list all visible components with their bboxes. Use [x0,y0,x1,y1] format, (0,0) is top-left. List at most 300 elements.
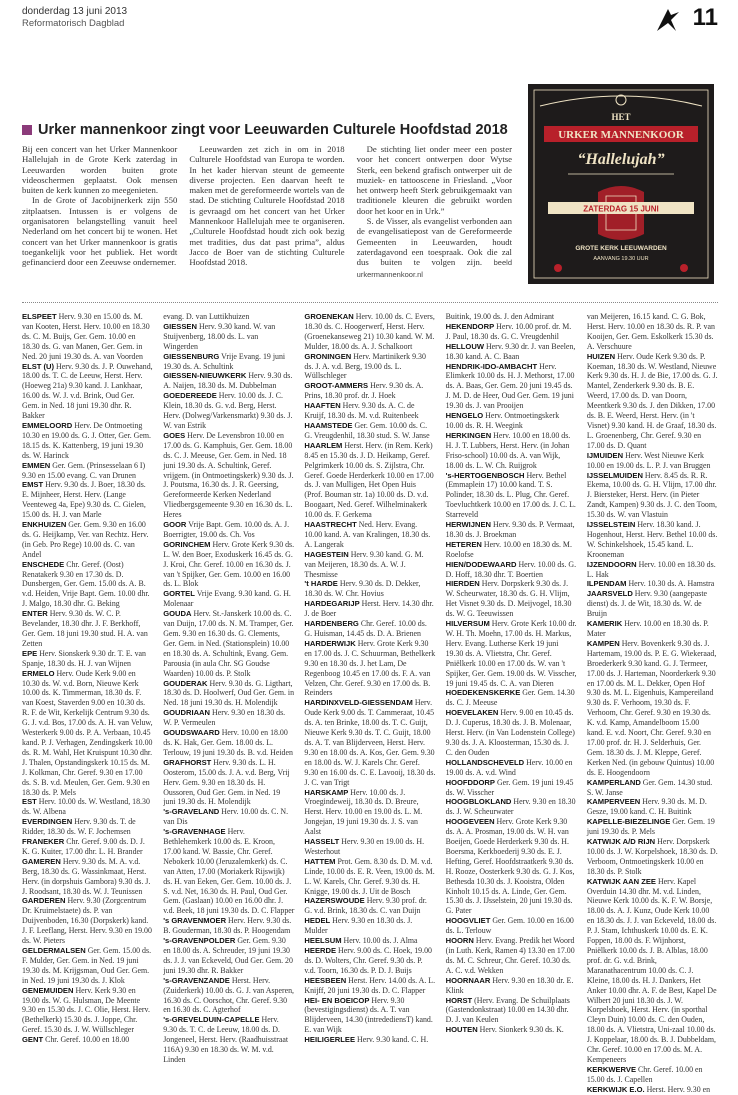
listing-place: ENKHUIZEN [22,520,67,530]
listing-services: Herv. Evang. Predik het Woord (in Luth. Kerk, Ramen 4) 13.30 en 17.00 ds. M. C. Schreur, Chr. Geref. 10.30 ds. A. C. v.d. Wekken [445,936,575,975]
listing-entry [304,976,435,996]
listing-place: KERKWIJK E.O. [586,1084,645,1094]
listing-place: 's-GRAVENZANDE [163,975,230,985]
listing-place: ERMELO [22,668,55,678]
listing-place: GAMEREN [22,856,61,866]
listing-entry [446,936,577,976]
listing-services: Herv. 9.30 kand. W. van Stuijvenberg, 18.00 ds. L. van Wingerden [163,321,276,351]
listing-services: Herv. 10.00 en 18.00 ds. K. Hak, Ger. Gem. 18.00 ds. L. Terlouw, 19 juni 19.30 ds. B. v.d. Heiden [163,728,293,757]
listing-services: Herv. St.-Janskerk 10.00 ds. C. van Duijn, 17.00 ds. N. M. Tramper, Ger. Gem. 9.30 en 16.30 ds. G. Clements, Ger. Gem. in Ned. (Stationsplein) 10.00 en 18.30 ds. A. Schultink, Evang. Gem. Parousia (in aula Chr. SG Goudse Waarden) 10.00 ds. P. Stolk [163,609,294,678]
listing-place: ENTER [22,609,48,619]
listing-services: Herv. 10.00 ds. J. C. Klein, 18.30 ds. G. v.d. Berg, Herst. Herv. (Dolweg/Varkensmarkt) 9.30 ds. J. W. van Estrik [163,391,293,430]
listing-place: 't HARDE [304,579,338,589]
listing-entry [304,579,435,599]
listings-column-1 [22,312,153,1060]
listing-place: GROENEKAN [304,312,354,321]
listing-services: Herv. Ontmoetingskerk 10.00 ds. R. H. Weegink [445,411,560,430]
listing-entry [304,698,435,787]
listing-entry [304,401,435,421]
listing-place: GROOT-AMMERS [304,381,369,391]
listing-services: Herv. West Nieuwe Kerk 10.00 en 19.00 ds. L. P. J. van Bruggen [586,450,711,470]
listing-place: KAMPERVEEN [586,797,641,807]
listing-services: Prot. Gem. 8.30 ds. D. M. v.d. Linde, 10.00 ds. E. R. Veen, 19.00 ds. M. L. W. Karels, Chr. Geref. 9.30 ds. H. Knigge, 19.00 ds. J. Uit de Bosch [304,856,435,896]
listing-services: Ger. Gem. 14.30 stud. S. W. Janse [586,777,713,797]
listing-entry [163,431,294,520]
listing-place: HOOGBLOKLAND [445,797,512,807]
listing-place: KAMPEN [586,638,620,648]
listing-services: Herv. Elimkerk 10.00 ds. H. J. Methorst, 17.00 ds. A. Baas, Ger. Gem. 20 juni 19.45 ds. J. M. D. de Heer, Oud Ger. Gem. 19 juni 19.30 ds. J. van Prooijen [445,361,575,411]
listing-services: Herv. 10.00 ds. J. Alma [343,936,418,946]
listing-place: HERWIJNEN [445,520,492,530]
listing-place: GOUDERAK [163,678,208,688]
listing-entry [22,362,153,421]
listing-place: HEI- EN BOEICOP [304,995,370,1005]
listing-place: FRANEKER [22,837,65,847]
listing-entry [446,708,577,758]
listing-services: Ger. Gem. 14.30 ds. C. J. Meeuse [445,688,575,708]
listing-place: HOUTEN [445,1025,478,1035]
listing-entry [163,520,294,540]
listing-services: Herv. Oude Kerk 9.00 en 10.30 ds. W. v.d. Born, Nieuwe Kerk 10.00 ds. K. Timmerman, 18.30 ds. F. van Koest, Staverden 9.00 en 10.30 ds. R. F. de Wit, Kerkelijk Centrum 9.30 ds. G. J. v.d. Bos, 17.00 ds. A. H. van Veluw, Westerkerk 9.00 ds. P. A. Verbaan, 10.45 kand. P. J. Verhagen, Zendingskerk 10.00 ds. R. M. Wahl, Het Kruispunt 10.30 dhr. J. Thalen, Opstandingskerk 10.15 ds. M. J. Kolkman, Chr. Geref. 9.30 en 17.00 ds. S. B. v.d. Meulen, Ger. Gem. 9.30 en 18.30 ds. P. Mels [22,668,153,797]
listing-place: GOEDEREEDE [163,391,217,401]
listing-services: Herv. Oude Kerk 9.30 ds. P. Koeman, 18.30 ds. W. Westland, Nieuwe Kerk 9.30 ds. H. J. de Bie, 17.00 ds. G. J. Mantel, Zenderkerk 9.30 ds. B. E. Weerd, 17.00 ds. D. van Doorn, Meentkerk 9.30 ds. J. den Dikken, 17.00 ds. B. E. Weerd, Herst. Herv. (in 't Visnet) 9.30 kand. H. de Graaf, 18.30 ds. L. Groenenberg, Chr. Geref. 9.30 en 17.00 ds. D. Quant [586,351,718,450]
listing-place: HAGESTEIN [304,549,349,559]
listing-place: HIEN/DODEWAARD [445,559,517,569]
listing-place: ELSPEET [22,312,57,321]
listing-entry [446,1025,577,1035]
listing-entry [304,312,435,352]
listing-entry [304,946,435,976]
listing-entry [163,976,294,1016]
listing-services: Herv. 9.30 ds. W. C. P. Bevelander, 18.30 dhr. J. F. Berkhoff, Ger. Gem. 18 juni 19.30 stud. H. A. van Zetten [22,609,148,648]
listing-entry [163,728,294,758]
listing-services: Herv. 10.00 en 18.30 ds. L. Hak [586,559,716,579]
listing-place: EPE [22,648,38,658]
listing-services: evang. D. van Luttikhuizen [163,312,250,321]
listing-place: KATWIJK AAN ZEE [586,876,656,886]
listing-services: Herv. 9.30 ds. M. A. v.d. Berg, 18.30 ds. G. Wassinkmaat, Herst. Herv. (in dorpshuis Gambora) 9.30 ds. J. J. Roodsant, 18.30 ds. W. J. Teunissen [22,856,151,896]
listing-services: Herv. 9.30 en 18.30 ds. J. Mulder [304,916,413,936]
listing-place: GENEMUIDEN [22,985,74,995]
listing-services: Herv. 9.30 ds. T. C. de Leeuw, 18.00 ds. D. Jongeneel, Herst. Herv. (Raadhuisstraat 116A) 9.30 en 18.30 ds. W. M. v.d. Linden [163,1015,289,1064]
listing-services: Herv. 9.30 ds. G. Ligthart, 18.30 ds. D. Hoolwerf, Oud Ger. Gem. in Ned. 18 juni 19.30 ds. H. Molendijk [163,678,295,708]
listing-services: Ger. Gem. 9.30 en 18.00 ds. A. Schreuder, 19 juni 19.30 ds. J. J. van Eckeveld, Oud Ger. Gem. 20 juni 19.30 dhr. R. Bakker [163,936,293,975]
listing-services: Herst. Herv. (in Rem. Kerk) 8.45 en 15.30 ds. J. D. Heikamp, Geref. Pelgrimkerk 10.00 ds. S. Zijlstra, Chr. Geref. Goede Herderkerk 10.00 en 17.00 ds. J. van Mulligen, Het Open Huis (Prof. Bouman str. 1a) 10.00 ds. D. v.d. Boogaart, Ned. Geref. Wilhelminakerk 10.00 ds. F. Gerkema [304,440,434,520]
listing-entry [22,986,153,1036]
listing-entry [163,708,294,728]
header-paper-name: Reformatorisch Dagblad [22,18,125,29]
listing-place: IJSSELMUIDEN [586,470,643,480]
listing-services: Vrije Evang. 19 juni 19.30 ds. A. Schultink [163,351,286,371]
listing-place: HENDRIK-IDO-AMBACHT [445,361,538,371]
listing-entry [587,639,718,778]
listing-place: HOOFDDORP [445,777,495,787]
listings-column-3 [304,312,435,1060]
listing-place: HELLOUW [445,341,484,351]
listing-place: HEILIGERLEE [304,1035,356,1045]
listing-place: EVERDINGEN [22,817,73,827]
listing-entry [446,688,577,708]
listing-services: Ned. Herv. Evang. 10.00 kand. A. van Kralingen, 18.30 ds. A. Langerak [304,520,431,549]
listing-entry [163,827,294,916]
listing-entry [22,837,153,857]
article-paragraph: De stichting liet onder meer een poster voor het concert ontwerpen door Wytse Sterk, een bekend grafisch ontwerper uit de muziek- en tattooscene in Friesland. „Voor het ontwerp heeft Sterk gebruikgemaakt van traditionele kleuren die gebruikt worden door het koor en in Urk.” [356,144,512,216]
listing-place: HAAMSTEDE [304,420,353,430]
poster-date: ZATERDAG 15 JUNI [583,204,659,214]
headline-marker-icon [22,125,32,135]
listing-entry [163,758,294,808]
listing-services: Ger. Gem. 15.00 ds. F. Mulder, Ger. Gem. in Ned. 19 juni 19.30 ds. M. Krijgsman, Oud Ger. Gem. in Ned. 19 juni 19.30 ds. J. Klok [22,946,152,985]
listing-place: HAAFTEN [304,401,341,411]
listing-entry [446,976,577,996]
listing-entry [163,679,294,709]
header-date: donderdag 13 juni 2013 [22,6,128,17]
listing-services: Herv. 10.00 en 18.30 ds. M. Roelofse [445,539,572,559]
concert-poster [528,84,714,284]
listing-services: Herv. Grote Kerk 10.00 dr. W. H. Th. Moehn, 17.00 ds. H. Markus, Herv. Evang. Lutherse Kerk 19 juni 19.30 ds. A. Vlietstra, Chr. Geref. Pniëlkerk 10.00 en 17.00 ds. W. van 't Spijker, Ger. Gem. 19.00 ds. W. Visscher, 19 juni 19.45 ds. C. A. van Dieren [445,619,577,688]
listing-entry [587,520,718,560]
listing-entry [22,797,153,817]
listing-place: HARDEGARIJP [304,599,360,609]
listing-entry [22,461,153,481]
listing-services: Herv. 9.00 en 10.45 ds. D. J. Cuperus, 18.30 ds. J. B. Molenaar, Herst. Herv. (in Van Lodenstein College) 9.30 ds. J. A. Kloosterman, 15.30 ds. J. C. den Ouden [445,708,575,757]
listing-services: Herv. 10.00 ds. C. Evers, 18.30 ds. C. Hoogerwerf, Herst. Herv. (Groenekanseweg 21) 10.30 kand. W. M. Mulder, 18.00 ds. A. J. Schalkoort [304,312,435,351]
listing-services: Herv. Bovenkerk 9.30 ds. J. Hartemam, 19.00 ds. P. E. G. Wiekeraad, Broederkerk 9.30 kand. G. J. Termeer, 17.00 ds. J. Harteman, Noorderkerk 9.30 en 17.00 ds. M. L. Dekker, Open Hof 9.30 ds. M. L. Eigenhuis, Kampereiland 9.30 ds. F. Verhoom, 19.30 ds. F. Verhoom, Chr. Geref. 9.30 en 19.30 ds. K. v.d. Kamp, Amandelboom 15.00 kand. E. v.d. Noort, Chr. Geref. 9.30 en 17.00 prof. dr. H. J. Selderhuis, Ger. Gem. 18.30 ds. J. M. Kleppe, Geref. Kerken Ned. (in gebouw Quintus) 10.00 ds. E. Hoogendoorn [586,638,717,777]
poster-line-3: “Hallelujah” [577,151,665,168]
listing-services: Herst. Herv. (Zuiderkerk) 10.00 ds. G. J. van Asperen, 16.30 ds. C. Oorschot, Chr. Geref. 9.30 en 16.30 ds. C. Agterhof [163,975,295,1015]
listing-services: Herst. Herv. 14.30 dhr. J. de Boer [304,599,434,619]
listing-place: KATWIJK A/D RIJN [586,837,656,847]
listing-entry [446,579,577,619]
listing-services: Herv. 9.30 ds. A. C. de Kruijf, 18.30 ds. M. v.d. Ruitenbeek [304,401,419,421]
listing-place: GOUDA [163,609,192,619]
page-number: 11 [692,4,718,31]
listing-services: Herv. 9.30 ds. M. D. Gesze, 19.00 kand. C. H. Buitink [586,797,707,817]
listing-entry [304,896,435,916]
listing-entry [304,788,435,838]
listing-entry [163,1015,294,1065]
listing-services: Herv. 10.00 en 18.00 ds. H. J. T. Lubbers, Herst. Herv. (in Johan Friso-school) 10.00 ds. A. van Wijk, 18.00 ds. L. W. Ch. Ruijgrok [445,430,571,470]
listing-entry [446,916,577,936]
listing-place: 's-GREVELDUIN-CAPELLE [163,1015,260,1025]
listing-entry [163,391,294,431]
listing-place: HARDENBERG [304,619,359,629]
listing-entry [446,431,577,471]
article-paragraph [357,216,512,280]
listing-services: Herv. Grote Kerk 9.30 ds. L. W. den Boer, Exoduskerk 16.45 ds. G. J. Kroi, Chr. Geref. 10.00 en 16.30 ds. J. van 't Spijker, Ger. Gem. 10.00 en 16.00 ds. L. Blok [163,539,295,589]
listing-services: Ger. Gem. (Prinsesselaan 6 I) 9.30 en 15.00 evang. C. van Drunen [22,460,146,480]
poster-line-1: HET [611,112,631,122]
listing-place: GRONINGEN [304,351,352,361]
listings-column-5 [586,312,718,1094]
listing-services: Herv. 9.30 en 18.30 ds. J. W. Scheurwater [445,797,576,817]
listing-entry [587,778,718,798]
listing-place: GOOR [163,520,187,530]
listing-entry [22,817,153,837]
listing-place: GIESSENBURG [163,351,220,361]
listing-place: HOLLANDSCHEVELD [445,757,525,767]
listing-place: GOUDSWAARD [163,728,220,738]
listing-services: Herv. Sionkerk 9.30 ds. K. [479,1025,564,1035]
poster-venue: GROTE KERK LEEUWARDEN [575,245,667,252]
listing-services: Herv. 9.30 ds. P. Vermaat, 18.30 ds. J. Broekman [445,520,575,539]
article-paragraph: Bij een concert van het Urker Mannenkoor Hallelujah in de Grote Kerk zaterdag in Leeuwarden worden buiten grote videoschermen geplaatst. Ook mensen buiten de kerk kunnen zo meegenieten. [22,144,178,196]
article-title: Urker mannenkoor zingt voor Leeuwarden Culturele Hoofdstad 2018 [38,122,508,138]
listing-entry [163,371,294,391]
listing-entry [304,996,435,1036]
listing-place: HEKENDORP [445,321,495,331]
listing-services: Herv. Kapel Overduin 14.30 dhr. M. v.d. Linden, Nieuwe Kerk 10.00 ds. K. F. W. Borsje, 18.00 ds. A. J. Kunz, Oude Kerk 10.00 en 18.30 ds. J. J. van Eckeveld, 18.00 ds. P. J. Stam, Ichthuskerk 10.00 ds. E. K. Foppen, 18.00 ds. F. Wijnhorst, Pniëlkerk 10.00 ds. J. B. Alblas, 18.00 prof. dr. G. v.d. Brink, Maranathacentrum 10.00 ds. C. J. Kleine, 18.00 ds. H. J. Dankers, Het Anker 10.00 dhr. A. F. de Best, Kapel De Wilbert 20 juni 18.30 ds. J. W. Korpelshoek, Herst. Herv. (in sporthal Cleyn Duin) 10.00 ds. C. den Ouden, 18.00 ds. A. Vlietstra, Uni-zaal 10.00 ds. J. Koppelaar, 18.00 ds. B. J. Dubbeldam, Chr. Geref. 10.00 en 17.00 ds. M. A. Kempeneers [586,876,717,1064]
listing-place: GOES [163,430,186,440]
article-paragraph: In de Grote of Jacobijnerkerk zijn 550 zitplaatsen. Intussen is er volgens de organisatoren belangstelling vanuit heel Nederland om het concert bij te wonen. Het concert van het Urker mannenkoor is gratis toegankelijk voor het publiek. Het wordt gefinancierd door een Zeeuwse ondernemer. [22,195,178,268]
listing-place: HERKINGEN [445,430,492,440]
listing-entry [163,352,294,372]
listing-services: Herv. 10.00 ds. J. Vroegindeweij, 18.30 ds. D. Breure, Herst. Herv. 10.00 en 19.00 ds. L. M. Jongejan, 19 juni 19.30 ds. J. S. van Aalst [304,787,423,837]
listing-entry [304,1035,435,1045]
listing-place: GORTEL [163,589,195,599]
listing-entry [446,342,577,362]
listing-entry [446,471,577,521]
listing-services: Herv. 9.30 ds. L. H. Oosterom, 15.00 ds. J. A. v.d. Berg, Vrij Herv. Gem. 9.30 en 18.30 ds. H. Oussoren, Oud Ger. Gem. in Ned. 19 juni 19.30 ds. H. Molendijk [163,757,290,807]
listing-entry [22,649,153,669]
listing-services: Herv. Dorpskerk 9.30 ds. J. W. Scheurwater, 18.30 ds. G. H. Vlijm, Het Visnet 9.30 ds. D. Meijvogel, 18.30 ds. W. G. Teeuwissen [445,579,572,619]
listing-place: EMMEN [22,460,51,470]
listing-services: Herv. 18.30 kand. J. Hogenhout, Herst. Herv. Bethel 10.00 ds. W. Schinkelshoek, 15.45 kand. L. Krooneman [586,520,718,559]
listing-place: HARDERWIJK [304,638,356,648]
church-service-listings [22,312,718,1094]
listing-services: Herv. 9.30 kand. C. H. [357,1035,429,1045]
listings-column-2 [163,312,295,1064]
listing-entry [587,797,718,817]
listing-services: Herv. Grote Kerk 9.30 ds. A. A. Prosman, 19.00 ds. W. H. van Boeijen, Goede Herderkerk 9.30 ds. H. Boersma, Kerkboederij 9.30 ds. E. J. Hefting, Geref. Hoofdstraatkerk 9.30 ds. H. Rooze, Oosterkerk 9.30 ds. G. J. Kos, Bethesda 10.30 ds. J. Kooistra, Olden Kinholt 10.15 ds. A. Linde, Ger. Gem. 15.30 ds. J. IJsselstein, 20 juni 19.30 ds. G. Pater [445,817,575,916]
listing-place: HOOGVLIET [445,916,491,926]
article-paragraph-text: S. de Visser, als evangelist verbonden aan de evangelisatiepost van de Gereformeerde Gemeenten in Leeuwarden, houdt zaterdagavond een toespraak. Ook die zal dus buiten te volgen zijn. [356,216,512,268]
listing-entry [304,550,435,580]
listing-entry [163,609,294,678]
listing-services: Herv. De Ontmoeting 10.30 en 19.00 ds. G. J. Otter, Ger. Gem. 18.15 ds. K. Kattenberg, 19 juni 19.30 ds. W. Harinck [22,420,151,460]
listing-services: (Herv. Evang. De Schuilplaats (Gastendonkstraat) 10.00 en 14.30 dhr. D. J. van Keulen [445,995,570,1025]
listing-place: HUIZEN [586,351,616,361]
poster-line-2: URKER MANNENKOOR [558,129,684,141]
listing-services: Herv. Grote Kerk 9.30 en 17.00 ds. J. C. Schuurman, Bethelkerk 9.30 en 18.30 ds. J. het Lam, De Regenboog 10.45 en 17.00 ds. F. A. van Velzen, Chr. Geref. 9.30 en 17.00 ds. B. Reinders [304,638,436,698]
listing-entry [587,312,718,352]
listing-entry [446,312,577,322]
listing-entry [304,639,435,698]
listing-services: Herv. 9.30 en 18.30 ds. W. P. Vermeulen [163,708,286,728]
listing-place: HEERDE [304,946,337,955]
listing-place: HEESBEEN [304,975,347,985]
listing-entry [163,540,294,590]
listing-place: HETEREN [445,539,482,549]
listing-entry [304,936,435,946]
listing-services: Herv. 8.45 ds. R. R. Ekema, 10.00 ds. G. H. Vlijm, 17.00 dhr. J. Biersteker, Herst. Herv. (in Pieter Zandt, Kampen) 9.30 ds. J. C. den Toom, 15.30 ds. W. van Vlastuin [586,470,717,520]
listing-entry [446,996,577,1026]
listing-place: HIERDEN [445,579,480,589]
listing-place: KAMERIK [586,619,623,629]
listing-services: Herv. Sionskerk 9.30 dr. T. E. van Spanje, 18.30 ds. H. J. van Wijnen [22,648,146,668]
listing-services: Ger. Gem. 9.30 en 16.00 ds. G. Heijkamp, Ver. van Rechtz. Herv. (in Geb. Pro Rege) 10.00 ds. C. van Andel [22,520,149,559]
listing-place: 's GRAVENMOER [163,916,227,926]
listing-entry [163,807,294,827]
listing-place: HASSELT [304,837,340,847]
listing-entry [163,916,294,936]
listing-place: ENSCHEDE [22,559,65,569]
rd-swoosh-icon [654,6,682,34]
listing-services: Herv. 10.00 en 19.00 ds. A. v.d. Wind [445,757,573,777]
listing-entry [22,312,153,362]
listing-place: HATTEM [304,856,336,866]
listing-services: Buitink, 19.00 ds. J. den Admirant [445,312,555,321]
listing-entry [22,1035,153,1045]
listing-entry [22,857,153,897]
listing-services: Ger. Gem. 19 juni 19.45 ds. W. Visscher [445,777,574,797]
listing-services: Herv. Martinikerk 9.30 ds. J. A. v.d. Berg, 19.00 ds. L. Wüllschleger [304,351,426,381]
listing-entry [587,352,718,451]
listing-services: Herst. Herv. 9.30 en [646,1084,711,1094]
listing-entry [587,560,718,580]
listing-entry [446,520,577,540]
listing-entry [22,560,153,610]
listing-entry [22,421,153,461]
listing-services: Herv. 10.30 ds. A. Hamstra [628,579,715,589]
listing-place: GRAFHORST [163,757,212,767]
listing-entry [446,560,577,580]
listing-place: JAARSVELD [586,589,633,599]
listing-services: Herv. 9.30 ds. D. Dekker, 18.30 ds. W. Chr. Hovius [304,579,421,599]
listing-services: Chr. Geref. 10.00 ds. G. Huisman, 14.45 ds. D. A. Brienen [304,619,427,638]
article-column-1 [22,144,177,280]
article-column-2 [189,144,344,280]
listing-services: Herv. 9.00 ds. C. Hoek, 19.00 ds. D. Wolters, Chr. Geref. 9.30 ds. P. v.d. Toorn, 16.30 ds. P. D. J. Buijs [304,946,432,975]
listing-place: HOORNAAR [445,975,491,985]
listing-entry [446,758,577,778]
listing-services: Herv. Oude Kerk 9.00 ds. T. Cammeraat, 10.45 ds. A. ten Brinke, 18.00 ds. T. C. Guijt, Nieuwe Kerk 9.30 ds. T. C. Guijt, 18.00 ds. A. T. van Blijderveen, Herst. Herv. 9.30 en 18.00 ds. A. Kos, Ger. Gem. 9.30 en 18.00 ds. W. J. Karels Chr. Geref. 9.30 en 16.00 ds. C. E. Lavooij, 18.30 ds. J. C. van Trigt [304,698,436,787]
listing-entry [587,589,718,619]
listing-entry [304,520,435,550]
page-header [22,6,718,46]
listing-entry [587,451,718,471]
listing-services: Vrije Evang. 9.30 kand. G. H. Molenaar [163,589,291,609]
listing-services: Herv. Herv. 9.30 ds. B. Gouderman, 18.30 ds. P. Hoogendam [163,916,292,936]
listing-services: van Meijeren, 16.15 kand. C. G. Bok, Herst. Herv. 10.00 en 18.30 ds. R. P. van Kooijen, Ger. Gem. Eskolkerk 15.30 ds. A. Verschuure [586,312,715,351]
listing-services: Ger. Gem. 19 juni 19.30 ds. P. Mels [586,817,715,837]
listing-place: GELDERMALSEN [22,946,86,955]
listing-services: Herv. 9.30 ds. A. Naijen, 18.30 ds. M. Dubbelman [163,371,293,391]
listing-services: Herv. 9.30 kand. G. M. van Meijeren, 18.30 ds. A. W. J. Thesmisse [304,549,424,579]
listing-services: Herv. Kerk 9.30 en 19.00 ds. W. G. Hulsman, De Meente 9.30 en 15.30 ds. J. C. Olie, Herst. Herv. (Bethelkerk) 15.30 ds. J. Joppe, Chr. Geref. 15.30 ds. J. W. Wüllschleger [22,985,150,1035]
article-headline [22,122,512,138]
listing-services: Chr. Geref. 10.00 en 18.00 [45,1035,130,1045]
listing-place: EMST [22,480,44,490]
listing-entry [587,1065,718,1085]
listing-entry [304,441,435,520]
listing-place: KERKWERVE [586,1064,637,1074]
listing-services: Vrije Bapt. Gem. 10.00 ds. A. J. Boerrigter, 19.00 ds. Ch. Vos [163,520,290,539]
listing-entry [587,471,718,521]
listing-entry [587,579,718,589]
listing-services: Herv. Bethlehemkerk 10.00 ds. E. Kroon, 17.00 kand. W. Bassie, Chr. Geref. Nebokerk 10.00 (Jeruzalemkerk) ds. C. van Atten, 17.00 (Moriakerk Rijswijk) ds. H. van Eeken, Ger. Gem. 10.00 ds. J. S. v.d. Net, 16.30 ds. H. Paul, Oud Ger. Gem. (Gaslaan) 10.00 en 16.00 dhr. J. v.d. Beek, 18 juni 19.30 ds. D. C. Flapper [163,827,295,916]
listing-entry [22,480,153,520]
listing-place: GIESSEN-NIEUWKERK [163,371,247,381]
listing-place: 's-GRAVELAND [163,807,220,817]
listing-services: Herv. 9.30 ds. A. Prins, 18.30 prof. dr. J. Hoek [304,381,424,401]
listing-services: Herv. 9.30 ds. T. de Ridder, 18.30 ds. W. F. Jochemsen [22,817,136,837]
section-divider [22,302,718,303]
listing-place: HAASTRECHT [304,520,357,530]
listing-services: Herv. 9.30 en 18.30 dr. E. Klink [445,975,574,995]
listing-place: ILPENDAM [586,579,627,589]
listing-place: HOORN [445,936,474,946]
listing-entry [587,837,718,877]
listing-place: HOEDEKENSKERKE [445,688,521,698]
listing-services: Herv. 9.30 dr. J. van Beelen, 18.30 kand. A. C. Baan [445,341,576,361]
listing-services: Chr. Geref. 10.00 en 15.00 ds. J. Capellen [586,1064,703,1084]
listing-place: HEDEL [304,916,331,926]
listing-place: KAMPERLAND [586,777,641,787]
listing-place: HORST [445,995,473,1005]
listing-entry [446,778,577,798]
listing-entry [22,946,153,986]
listing-entry [163,936,294,976]
listing-entry [22,896,153,946]
listing-entry [304,352,435,382]
listing-entry [446,322,577,342]
listing-place: KAPELLE-BIEZELINGE [586,817,671,827]
listing-services: Herv. Dorpskerk 10.00 ds. J. W. Korpelshoek, 18.30 ds. D. Verboom, Ontmoetingskerk 10.00 en 18.30 ds. P. Stolk [586,837,718,876]
listing-services: Herv. 9.30 (bevestigingsdienst) ds. A. T. van Blijderveen, 14.30 (intredediensT) kand. E. van Wijk [304,995,433,1035]
listing-place: GIESSEN [163,321,197,331]
listing-entry [304,916,435,936]
listing-place: GORINCHEM [163,539,211,549]
listing-entry [446,540,577,560]
listing-services: Herv. 9.30 en 19.00 ds. H. Westerhout [304,837,425,856]
listing-place: 's-GRAVENHAGE [163,827,226,837]
listing-entry [304,837,435,857]
listing-services: Herv. 10.00 ds. C. N. van Dis [163,807,289,827]
listing-services: Herv. De Levensbron 10.00 en 17.00 ds. G. Kamphuis, Ger. Gem. 18.00 ds. C. J. Meeuse, Ger. Gem. in Ned. 18 juni 19.30 ds. A. Schultink, Geref. vrijgem. (in Ontmoetingskerk) 9.30 ds. J. J. Poutsma, 16.30 ds. J. R. Geersing, Gereformeerde Kerken Nederland Vliedbergsgemeente 9.30 en 16.30 ds. L. Heres [163,430,294,520]
listing-entry [22,609,153,649]
listing-entry [446,797,577,817]
listing-entry [587,877,718,1065]
listing-entry [304,599,435,619]
article-column-3 [357,144,512,280]
listing-entry [446,817,577,916]
listing-entry [587,817,718,837]
listing-services: Ger. Gem. 10.00 en 16.00 ds. L. Terlouw [445,916,574,936]
listing-services: Chr. Geref. (Oost) Renatakerk 9.30 en 17.30 ds. D. Dunsbergen, Ger. Gem. 15.00 ds. A. B. v.d. Heiden, Vrije Bapt. Gem. 10.00 dhr. J. Malgo, 18.30 dhr. G. Beking [22,559,150,609]
listing-services: Herv. 9.30 ds. J. P. Ouwehand, 18.00 ds. T. C. de Leeuw, Herst. Herv. (Hoeweg 21a) 9.30 kand. J. Lankhaar, 16.00 ds. W. J. v.d. Brink, Oud Ger. Gem. in Ned. 18 juni 19.30 dhr. R. Bakker [22,361,153,421]
listing-place: HEELSUM [304,936,342,946]
listing-place: HENGELO [445,411,484,421]
listing-services: Herv. 10.00 ds. W. Westland, 18.30 ds. W. Albena [22,797,150,817]
listing-services: Chr. Geref. 9.00 ds. D. J. K. G. Kuiter, 17.00 dhr. L. H. Brander [22,837,145,856]
listing-entry [163,322,294,352]
listing-place: ELST (U) [22,361,55,371]
listing-entry [587,1085,718,1095]
listing-entry [587,619,718,639]
listing-services: Herv. 9.30 prof. dr. G. v.d. Brink, 18.30 ds. C. van Duijn [304,896,427,916]
listing-place: EST [22,797,37,807]
listing-entry [304,857,435,897]
listing-place: HILVERSUM [445,619,490,629]
listing-services: Herv. 10.00 prof. dr. M. J. Paul, 18.30 ds. G. C. Vreugdenhil [445,321,572,341]
listing-entry [446,362,577,412]
listing-services: Herv. 9.30 en 15.00 ds. M. van Kooten, Herst. Herv. 10.00 en 18.30 ds. C. M. Buijs, Ger. Gem. 10.00 en 18.30 ds. G. van Manen, Ger. Gem. in Ned. 20 juni 19.30 ds. A. van Voorden [22,312,150,361]
article-paragraph: Leeuwarden zet zich in om in 2018 Culturele Hoofdstad van Europa te worden. In het kader hiervan steunt de gemeente diverse projecten. Een daarvan heeft te maken met de gereformeerde wortels van de stad. De stichting Culturele Hoofdstad 2018 is gevraagd om het concert van het Urker Mannenkoor Hallelujah mee te organiseren. „Culturele Hoofdstad houdt zich ook bezig met tradities, dus dat past prima”, aldus Jacco de Boer van de stichting Culturele Hoofdstad 2018. [189,144,345,268]
listing-place: HAARLEM [304,440,343,450]
listing-place: HOOGEVEEN [445,817,495,827]
photo-credit: beeld urkermannenkoor.nl [356,258,512,279]
